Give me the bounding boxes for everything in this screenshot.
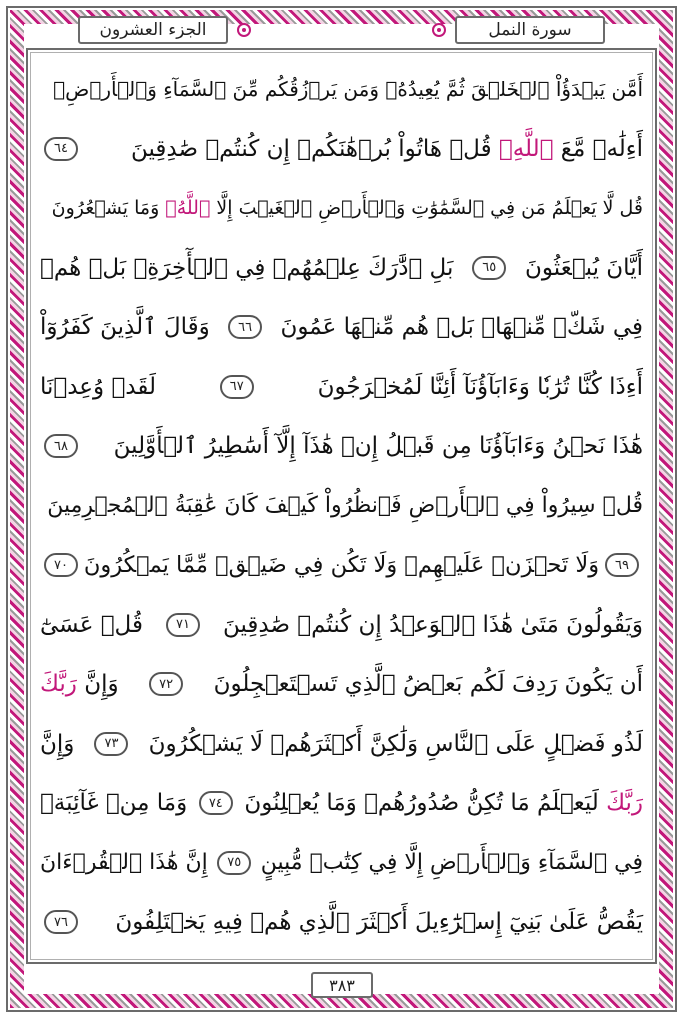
verse-text-segment: أَن يَكُونَ رَدِفَ لَكُم بَعۡضُ ٱلَّذِي تَسۡتَعۡجِلُونَ [213, 671, 643, 697]
divine-name-text: رَبَّكَ [40, 671, 85, 697]
verse-text-segment: إِنَّ هَٰذَا ٱلۡقُرۡءَانَ [40, 850, 208, 875]
text-line [40, 774, 643, 832]
verse-text-segment: بَلِ ٱدَّٰرَكَ عِلۡمُهُمۡ فِي ٱلۡأٓخِرَةِۚ بَلۡ هُمۡ [40, 254, 454, 281]
verse-text [261, 850, 643, 875]
verse-text [40, 790, 187, 816]
text-line [40, 120, 643, 178]
juz-label: الجزء العشرون [78, 16, 228, 44]
verse-text [40, 314, 210, 340]
ayah-number-marker: ٧١ [166, 613, 200, 637]
text-line [40, 358, 643, 416]
verse-text-segment: وَمَا مِنۡ غَآئِبَةٖ [40, 790, 188, 816]
verse-text [84, 552, 599, 578]
text-line [40, 834, 643, 892]
verse-text-segment: أَءِلَٰهٞ مَّعَ [553, 135, 643, 162]
verse-text-segment: وَإِنَّ [40, 730, 75, 757]
verse-text-segment: وَإِنَّ [84, 671, 119, 697]
mushaf-text [40, 60, 643, 952]
ayah-number-marker: ٦٥ [472, 256, 506, 280]
ayah-number-marker: ٧٢ [149, 672, 183, 696]
verse-text [131, 136, 643, 162]
verse-text [53, 77, 643, 101]
ayah-number-marker: ٧٥ [217, 851, 251, 875]
verse-text-segment: لَذُو فَضۡلٍ عَلَى ٱلنَّاسِ وَلَٰكِنَّ أَكۡثَرَهُمۡ لَا يَشۡكُرُونَ [148, 730, 643, 757]
ayah-number-marker: ٦٩ [605, 553, 639, 577]
verse-text-segment: فِي ٱلسَّمَآءِ وَٱلۡأَرۡضِ إِلَّا فِي كِتَٰبٖ مُّبِينٍ [260, 850, 643, 875]
verse-text-segment: قُل لَّا يَعۡلَمُ مَن فِي ٱلسَّمَٰوَٰتِ وَٱلۡأَرۡضِ ٱلۡغَيۡبَ إِلَّا [210, 197, 643, 219]
ayah-number-marker: ٦٤ [44, 137, 78, 161]
ayah-number-marker: ٧٣ [94, 732, 128, 756]
text-line [40, 60, 643, 118]
verse-text [525, 255, 643, 281]
rosette-ornament-icon [431, 22, 447, 38]
verse-text-segment: لَيَعۡلَمُ مَا تُكِنُّ صُدُورُهُمۡ وَمَا يُعۡلِنُونَ [244, 790, 607, 816]
verse-text-segment: وَلَا تَحۡزَنۡ عَلَيۡهِمۡ وَلَا تَكُن فِي ضَيۡقٖ مِّمَّا يَمۡكُرُونَ [83, 552, 600, 578]
divine-name-text: ٱللَّهُۚ [165, 197, 211, 219]
text-line [40, 298, 643, 356]
verse-text-segment: لَقَدۡ وُعِدۡنَا [40, 373, 156, 400]
verse-text [149, 731, 643, 757]
ayah-number-marker: ٧٦ [44, 910, 78, 934]
verse-text [244, 790, 643, 816]
text-line [40, 655, 643, 713]
verse-text [47, 493, 643, 518]
verse-text [115, 909, 643, 935]
verse-text-segment: وَقَالَ ٱلَّذِينَ كَفَرُوٓاْ [40, 314, 210, 340]
rosette-ornament-icon [236, 22, 252, 38]
verse-text-segment: قُلۡ سِيرُواْ فِي ٱلۡأَرۡضِ فَٱنظُرُواْ كَيۡفَ كَانَ عَٰقِبَةُ ٱلۡمُجۡرِمِينَ [47, 493, 643, 518]
verse-text [40, 731, 74, 757]
verse-text-segment: قُلۡ هَاتُواْ بُرۡهَٰنَكُمۡ إِن كُنتُمۡ صَٰدِقِينَ [130, 135, 499, 162]
verse-text [40, 850, 208, 875]
verse-text [40, 374, 156, 400]
surah-label: سورة النمل [455, 16, 605, 44]
page-footer [0, 972, 683, 1000]
verse-text-segment: أَمَّن يَبۡدَؤُاْ ٱلۡخَلۡقَ ثُمَّ يُعِيدُهُۥ وَمَن يَرۡزُقُكُم مِّنَ ٱلسَّمَآءِ وَٱلۡأَرۡضِۗ [53, 77, 643, 101]
text-line [40, 417, 643, 475]
verse-text-segment: يَقُصُّ عَلَىٰ بَنِيٓ إِسۡرَٰٓءِيلَ أَكۡثَرَ ٱلَّذِي هُمۡ فِيهِ يَخۡتَلِفُونَ [115, 909, 643, 935]
ayah-number-marker: ٦٧ [220, 375, 254, 399]
page-number: ٣٨٣ [311, 972, 373, 998]
verse-text-segment: فِي شَكّٖ مِّنۡهَاۖ بَلۡ هُم مِّنۡهَا عَمُونَ [280, 314, 643, 340]
verse-text-segment: أَءِذَا كُنَّا تُرَٰبٗا وَءَابَآؤُنَآ أَئِنَّا لَمُخۡرَجُونَ [317, 373, 643, 400]
divine-name-text: رَبَّكَ [606, 790, 643, 816]
ayah-number-marker: ٧٠ [44, 553, 78, 577]
verse-text [281, 314, 644, 340]
divine-name-text: ٱللَّهِۚ [498, 135, 554, 162]
text-line [40, 239, 643, 297]
verse-text-segment: وَمَا يَشۡعُرُونَ [51, 197, 166, 219]
ayah-number-marker: ٦٦ [228, 315, 262, 339]
ayah-number-marker: ٧٤ [199, 791, 233, 815]
verse-text-segment: وَيَقُولُونَ مَتَىٰ هَٰذَا ٱلۡوَعۡدُ إِن كُنتُمۡ صَٰدِقِينَ [222, 611, 643, 638]
text-line [40, 536, 643, 594]
verse-text [318, 374, 643, 400]
verse-text [40, 255, 453, 281]
verse-text-segment: أَيَّانَ يُبۡعَثُونَ [525, 254, 643, 281]
verse-text [214, 671, 643, 697]
verse-text [114, 433, 643, 459]
text-line [40, 477, 643, 535]
verse-text [40, 671, 119, 697]
verse-text [40, 612, 143, 638]
text-line [40, 179, 643, 237]
text-line [40, 893, 643, 951]
verse-text-segment: قُلۡ عَسَىٰٓ [40, 611, 143, 638]
verse-text [223, 612, 643, 638]
page-header [14, 14, 669, 46]
text-line [40, 715, 643, 773]
verse-text-segment: هَٰذَا نَحۡنُ وَءَابَآؤُنَا مِن قَبۡلُ إِنۡ هَٰذَآ إِلَّآ أَسَٰطِيرُ ٱلۡأَوَّلِينَ [113, 433, 643, 459]
verse-text [52, 197, 643, 219]
text-line [40, 596, 643, 654]
ayah-number-marker: ٦٨ [44, 434, 78, 458]
